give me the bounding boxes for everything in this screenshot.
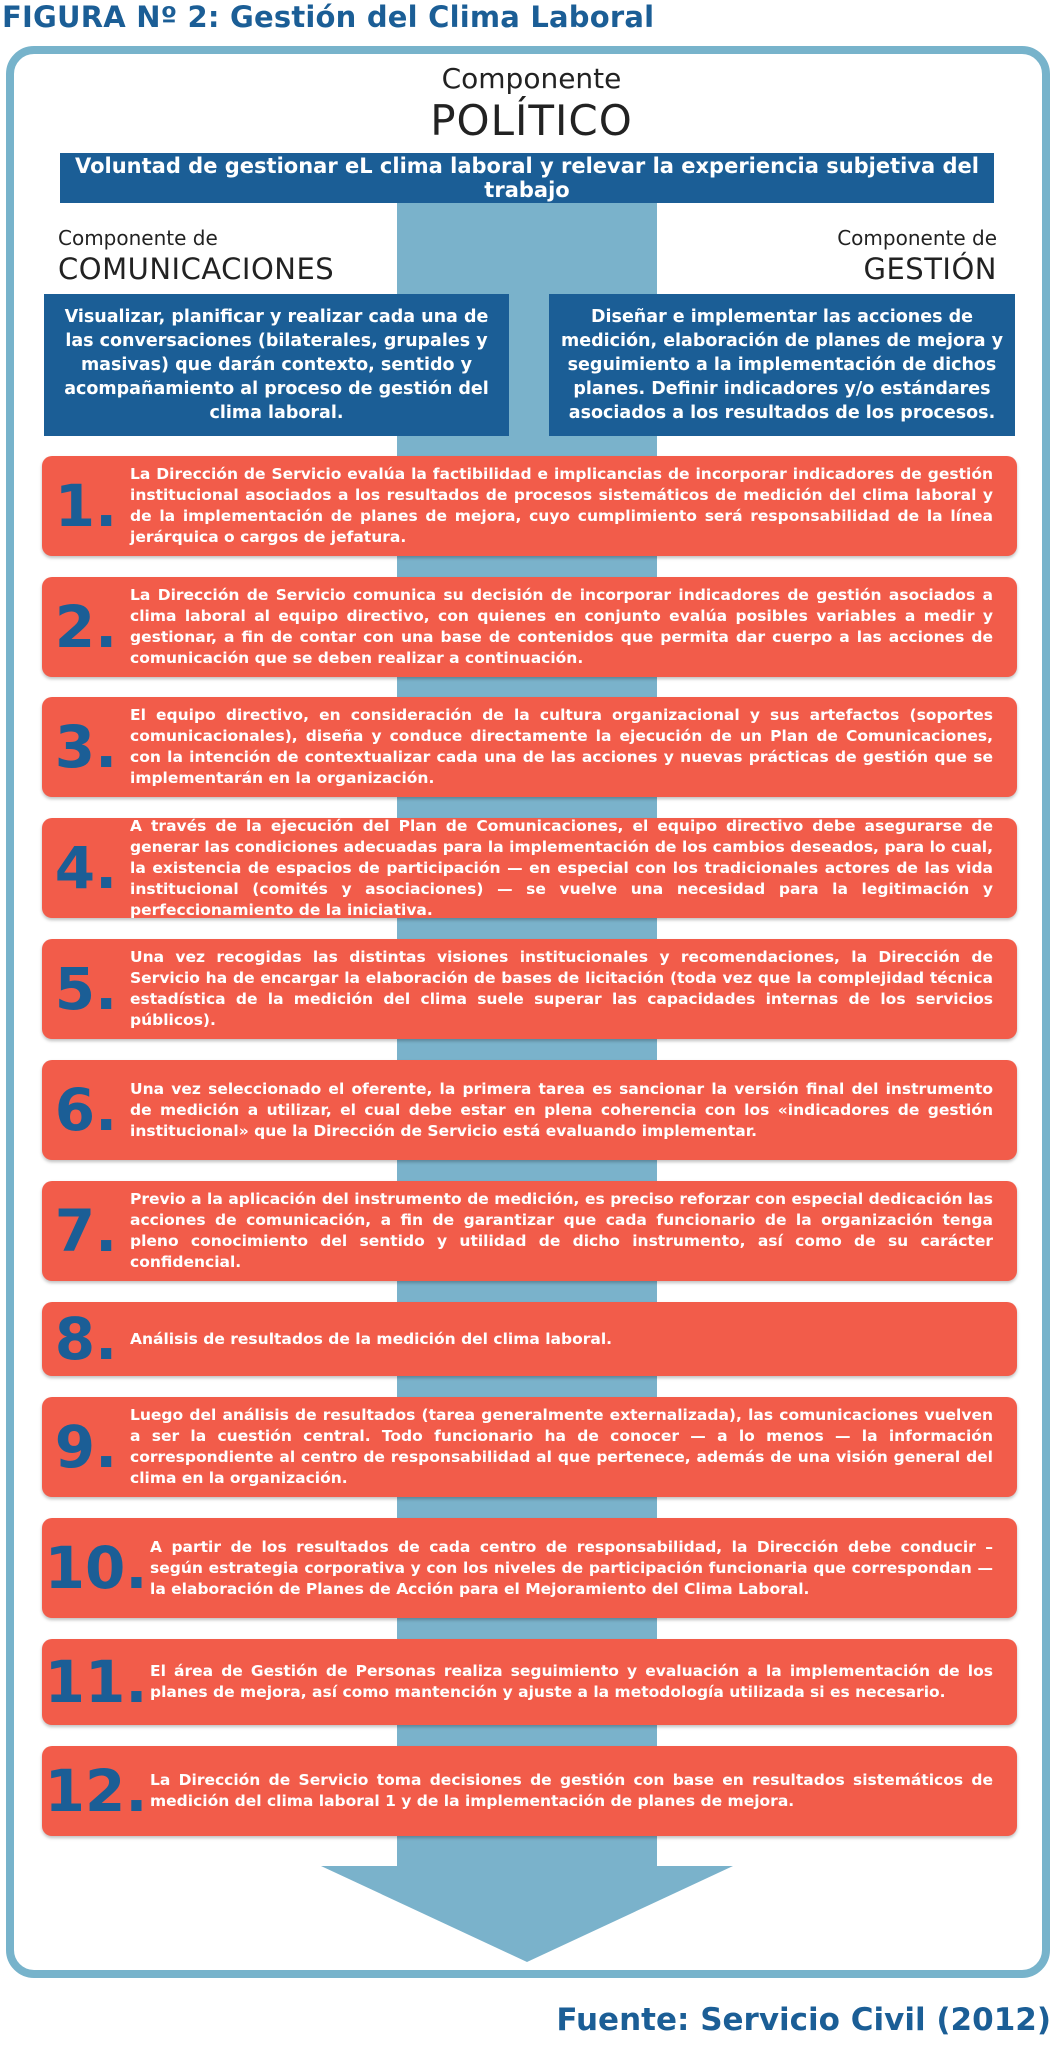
step-text: Análisis de resultados de la medición del clima laboral.	[130, 1329, 613, 1348]
step-text: Luego del análisis de resultados (tarea generalmente externalizada), las comunicaciones vuelven a ser la cuestión central. Todo funcionario ha de conocer — a lo menos — la información correspondiente al centro de responsabilidad al que pertenece, además de una visión general del clima en la organización.	[130, 1406, 993, 1487]
management-label-small: Componente de	[837, 226, 997, 250]
management-text: Diseñar e implementar las acciones de medición, elaboración de planes de mejora y seguimiento a la implementación de dichos planes. Definir indicadores y/o estándares asociados a los resultados de los procesos.	[560, 307, 1004, 423]
political-label-big: POLÍTICO	[430, 96, 633, 145]
step-2	[42, 577, 1017, 677]
step-5	[42, 939, 1017, 1039]
step-number: 3.	[54, 713, 118, 781]
communications-text: Visualizar, planificar y realizar cada una de las conversaciones (bilaterales, grupales y masivas) que darán contexto, sentido y acompañamiento al proceso de gestión del clima laboral.	[64, 307, 489, 423]
step-8	[42, 1302, 1017, 1376]
step-11	[42, 1639, 1017, 1725]
step-number: 5.	[54, 955, 118, 1023]
step-text: El área de Gestión de Personas realiza seguimiento y evaluación a la implementación de los planes de mejora, así como mantención y ajuste a la metodología utilizada si es necesario.	[150, 1662, 993, 1701]
communications-box	[44, 294, 509, 436]
arrow-head	[321, 1866, 733, 1962]
step-10	[42, 1518, 1017, 1618]
step-number: 11.	[44, 1648, 148, 1716]
step-1	[42, 456, 1017, 556]
step-number: 4.	[54, 834, 118, 902]
management-box	[549, 294, 1015, 436]
step-text: A partir de los resultados de cada centro de responsabilidad, la Dirección debe conducir – según estrategia corporativa y con los niveles de participación funcionaria que correspondan — la elaboración de Planes de Acción para el Mejoramiento del Clima Laboral.	[150, 1537, 993, 1598]
communications-component	[58, 225, 334, 287]
political-banner: Voluntad de gestionar eL clima laboral y relevar la experiencia subjetiva del trabajo	[60, 153, 994, 203]
management-label-big: GESTIÓN	[863, 252, 997, 286]
step-number: 8.	[54, 1305, 118, 1373]
step-text: La Dirección de Servicio evalúa la factibilidad e implicancias de incorporar indicadores de gestión institucional asociados a los resultados de procesos sistemáticos de medición del clima laboral y de la implementación de planes de mejora, cuyo cumplimiento será responsabilidad de la línea jerárquica o cargos de jefatura.	[130, 465, 993, 546]
step-text: La Dirección de Servicio comunica su decisión de incorporar indicadores de gestión asociados a clima laboral al equipo directivo, con quienes en conjunto evalúa posibles variables a medir y gestionar, a fin de contar con una base de contenidos que permita dar cuerpo a las acciones de comunicación que se deben realizar a continuación.	[130, 586, 993, 667]
source-citation: Fuente: Servicio Civil (2012)	[556, 2002, 1051, 2038]
step-number: 9.	[54, 1413, 118, 1481]
step-text: Una vez recogidas las distintas visiones institucionales y recomendaciones, la Dirección de Servicio ha de encargar la elaboración de bases de licitación (toda vez que la complejidad técnica estadística de la medición del clima suele superar las capacidades internas de los servicios públicos).	[130, 948, 993, 1029]
step-text: Previo a la aplicación del instrumento de medición, es preciso reforzar con especial dedicación las acciones de comunicación, a fin de garantizar que cada funcionario de la organización tenga pleno conocimiento del sentido y utilidad de dicho instrumento, así como de su carácter confidencial.	[130, 1190, 993, 1271]
step-7	[42, 1181, 1017, 1281]
figure-title: FIGURA Nº 2: Gestión del Clima Laboral	[2, 0, 655, 34]
step-text: El equipo directivo, en consideración de la cultura organizacional y sus artefactos (soportes comunicacionales), diseña y conduce directamente la ejecución de un Plan de Comunicaciones, con la intención de contextualizar cada una de las acciones y nuevas prácticas de gestión que se implementarán en la organización.	[130, 706, 993, 787]
step-number: 1.	[54, 472, 118, 540]
step-text: Una vez seleccionado el oferente, la primera tarea es sancionar la versión final del instrumento de medición a utilizar, el cual debe estar en plena coherencia con los «indicadores de gestión institucional» que la Dirección de Servicio está evaluando implementar.	[130, 1079, 993, 1140]
step-text: A través de la ejecución del Plan de Comunicaciones, el equipo directivo debe asegurarse de generar las condiciones adecuadas para la implementación de los cambios deseados, para lo cual, la existencia de espacios de participación — en especial con los tradicionales actores de las vida institucional (comités y asociaciones) — se vuelve una necesidad para la legitimación y perfeccionamiento de la iniciativa.	[130, 816, 993, 919]
communications-label-small: Componente de	[58, 226, 218, 250]
political-label-small: Componente	[441, 62, 622, 95]
step-9	[42, 1397, 1017, 1497]
step-4	[42, 818, 1017, 918]
step-number: 6.	[54, 1076, 118, 1144]
communications-label-big: COMUNICACIONES	[58, 252, 335, 286]
step-text: La Dirección de Servicio toma decisiones de gestión con base en resultados sistemáticos de medición del clima laboral 1 y de la implementación de planes de mejora.	[150, 1771, 993, 1810]
political-component	[0, 62, 1063, 146]
step-3	[42, 697, 1017, 797]
step-6	[42, 1060, 1017, 1160]
management-component	[837, 225, 997, 287]
step-12	[42, 1746, 1017, 1836]
step-number: 7.	[54, 1197, 118, 1265]
step-number: 10.	[44, 1534, 148, 1602]
step-number: 12.	[44, 1757, 148, 1825]
step-number: 2.	[54, 593, 118, 661]
